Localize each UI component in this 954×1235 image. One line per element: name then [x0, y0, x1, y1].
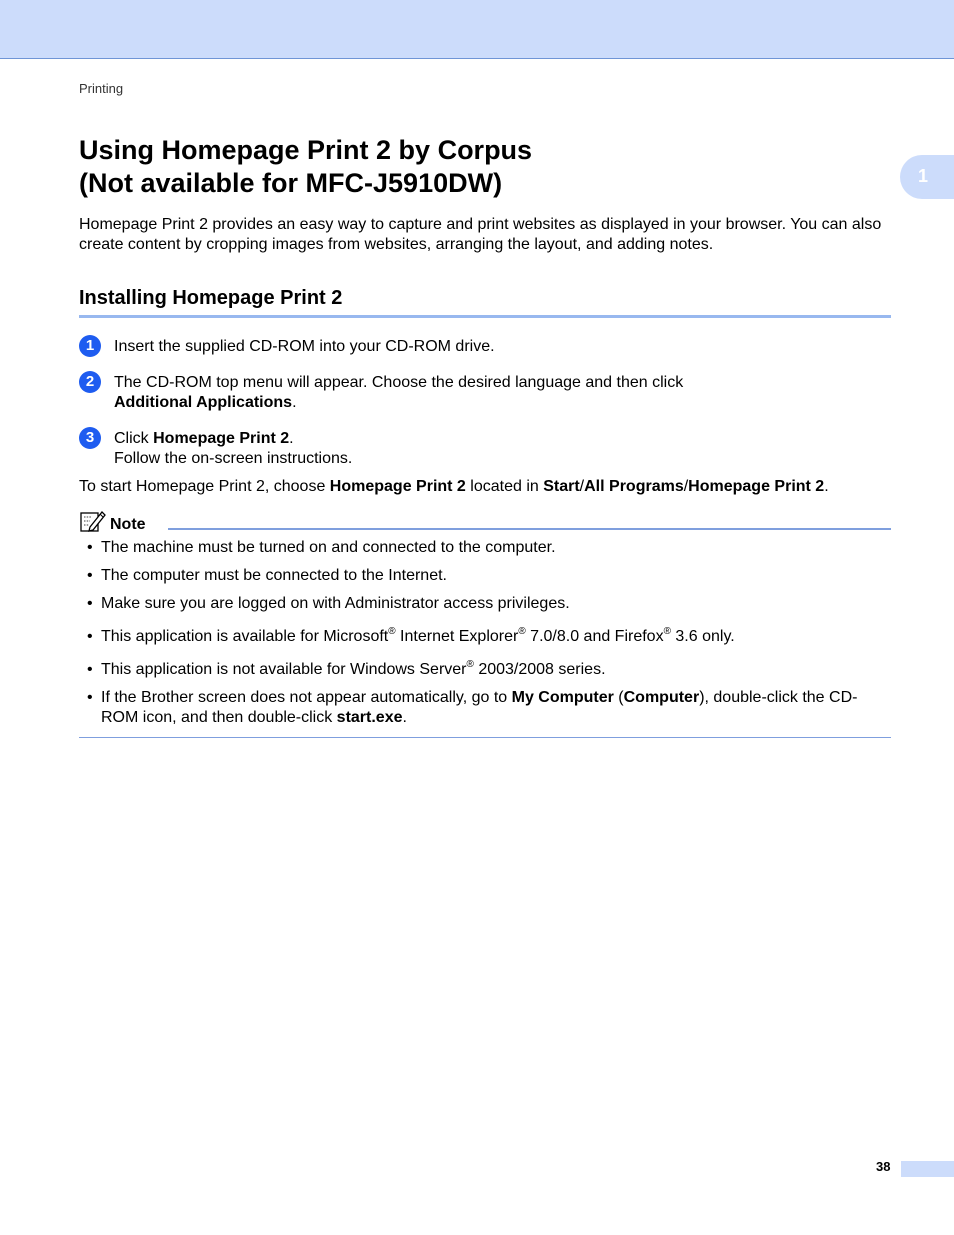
breadcrumb: Printing: [79, 81, 124, 96]
bold-term: Homepage Print 2: [153, 430, 290, 447]
note-pencil-icon: [79, 509, 107, 533]
step-text-line: The CD-ROM top menu will appear. Choose the desired language and then click: [114, 374, 684, 391]
section-title: Installing Homepage Print 2: [79, 287, 343, 309]
bold-term: Computer: [623, 689, 700, 706]
step-text-line: Follow the on-screen instructions.: [114, 450, 353, 467]
bold-term: Additional Applications: [114, 394, 293, 411]
step-text-line: Click Homepage Print 2.: [114, 430, 294, 447]
chapter-number: 1: [918, 166, 929, 186]
bold-term: My Computer: [511, 689, 614, 706]
bold-term: start.exe: [336, 709, 403, 726]
bold-term: Homepage Print 2: [688, 478, 825, 495]
step-text: [114, 429, 352, 469]
note-end-rule: [79, 737, 891, 738]
step-text: [114, 373, 683, 413]
step-number-badge: 2: [79, 371, 101, 393]
note-rule: [168, 528, 891, 530]
footer-band: [901, 1161, 954, 1177]
bold-term: Homepage Print 2: [329, 478, 466, 495]
bold-term: All Programs: [584, 478, 684, 495]
header-band: [0, 0, 954, 59]
start-instructions: To start Homepage Print 2, choose Homepage Print 2 located in Start/All Programs/Homepage Print 2.: [79, 478, 829, 495]
step-number-badge: 1: [79, 335, 101, 357]
page-number: 38: [876, 1159, 891, 1174]
bold-term: Start: [543, 478, 580, 495]
note-label: Note: [110, 516, 146, 533]
page-title-line1: Using Homepage Print 2 by Corpus: [79, 135, 533, 165]
page-title: [79, 134, 532, 200]
step-number-badge: 3: [79, 427, 101, 449]
chapter-tab: [900, 155, 954, 199]
page-title-line2: (Not available for MFC-J5910DW): [79, 168, 503, 198]
step-text-line: Additional Applications.: [114, 394, 297, 411]
section-rule: [79, 315, 891, 318]
step-text: Insert the supplied CD-ROM into your CD-ROM drive.: [114, 338, 495, 355]
intro-paragraph: Homepage Print 2 provides an easy way to capture and print websites as displayed in your browser. You can also create content by cropping images from websites, arranging the layout, and adding notes.: [79, 216, 882, 253]
